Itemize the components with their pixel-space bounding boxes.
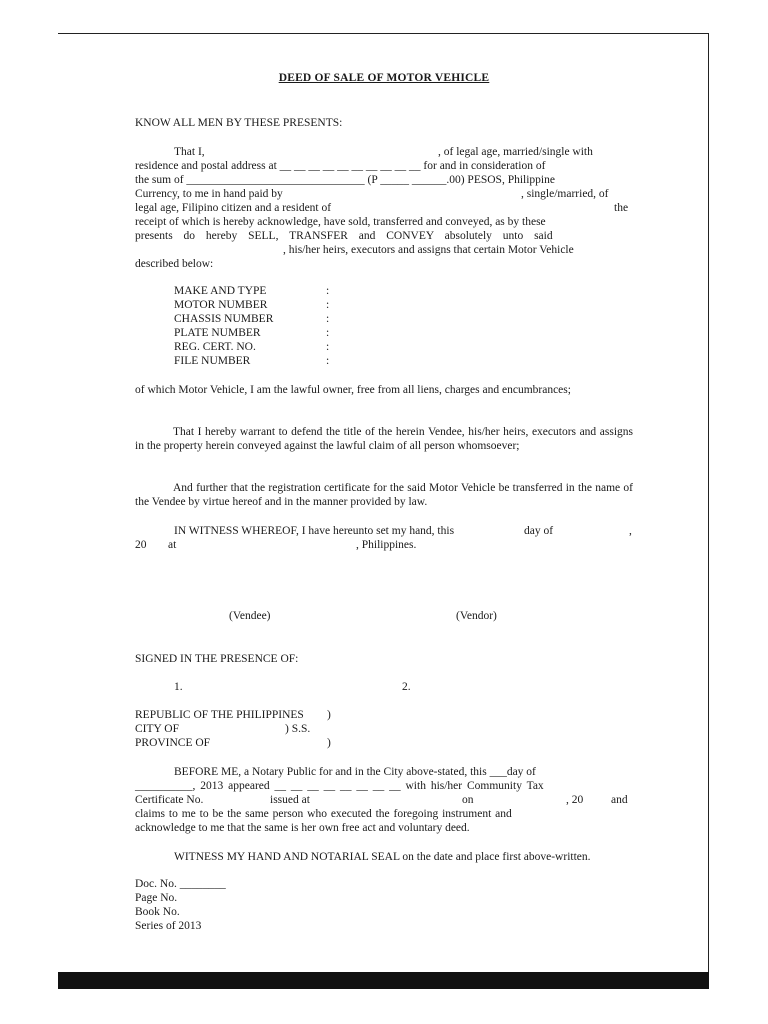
document-title: DEED OF SALE OF MOTOR VEHICLE [278, 72, 490, 84]
vendee-label: (Vendee) [229, 610, 271, 622]
field-label: MAKE AND TYPE [174, 285, 267, 297]
notary-and: and [611, 794, 628, 806]
field-separator: : [326, 285, 330, 297]
page-number: Page No. [135, 892, 178, 904]
p1-that-i: That I, [174, 146, 205, 158]
notary-ctc: Certificate No. [135, 794, 204, 806]
witness-at: at [168, 539, 177, 551]
witness-philippines: , Philippines. [356, 539, 417, 551]
venue-province: PROVINCE OF [135, 737, 211, 749]
p1-receipt: receipt of which is hereby acknowledge, have sold, transferred and conveyed, as by these [135, 216, 546, 228]
venue-ss: ) S.S. [285, 723, 311, 735]
venue-paren-1: ) [327, 709, 331, 721]
notary-claims: claims to me to be the same person who executed the foregoing instrument and [135, 808, 512, 820]
notarial-seal-text: WITNESS MY HAND AND NOTARIAL SEAL on the date and place first above-written. [174, 851, 591, 863]
vehicle-field-row [174, 326, 329, 340]
notary-appeared: __________, 2013 appeared __ __ __ __ __ __ __ __ with his/her Community Tax [135, 780, 544, 792]
book-number: Book No. [135, 906, 180, 918]
witness-whereof: IN WITNESS WHEREOF, I have hereunto set my hand, this [174, 525, 455, 537]
vendor-label: (Vendor) [456, 610, 497, 622]
venue-republic: REPUBLIC OF THE PHILIPPINES [135, 709, 304, 721]
notary-on: on [462, 794, 474, 806]
p1-currency: Currency, to me in hand paid by [135, 188, 283, 200]
notary-issued-at: issued at [270, 794, 310, 806]
p1-citizen: legal age, Filipino citizen and a resident of [135, 202, 332, 214]
field-separator: : [326, 313, 330, 325]
p1-residence: residence and postal address at __ __ __ __ __ __ __ __ __ __ for and in consideration of [135, 160, 546, 172]
field-separator: : [326, 327, 330, 339]
p1-legal-age: , of legal age, married/single with [438, 146, 593, 158]
venue-city: CITY OF [135, 723, 179, 735]
registration-paragraph: And further that the registration certificate for the said Motor Vehicle be transferred in the name of the Vendee by virtue hereof and in the manner provided by law. [135, 482, 633, 508]
p1-the: the [614, 202, 629, 214]
notary-acknowledge: acknowledge to me that the same is her own free act and voluntary deed. [135, 822, 470, 834]
field-label: MOTOR NUMBER [174, 299, 268, 311]
intro-text: KNOW ALL MEN BY THESE PRESENTS: [135, 117, 343, 129]
field-label: REG. CERT. NO. [174, 341, 256, 353]
vehicle-field-row [174, 312, 329, 326]
witness-number-1: 1. [174, 681, 183, 693]
field-separator: : [326, 341, 330, 353]
p1-presents: presents do hereby SELL, TRANSFER and CONVEY absolutely unto said [135, 230, 553, 242]
signed-presence: SIGNED IN THE PRESENCE OF: [135, 653, 299, 665]
doc-number: Doc. No. ________ [135, 878, 226, 890]
ownership-paragraph: of which Motor Vehicle, I am the lawful owner, free from all liens, charges and encumbrances; [135, 384, 571, 396]
vehicle-field-row [174, 284, 329, 298]
field-label: FILE NUMBER [174, 355, 251, 367]
field-separator: : [326, 355, 330, 367]
vehicle-field-row [174, 340, 329, 354]
witness-number-2: 2. [402, 681, 411, 693]
witness-day-of: day of [524, 525, 554, 537]
vehicle-field-row [174, 354, 329, 368]
witness-comma: , [629, 525, 632, 537]
field-label: PLATE NUMBER [174, 327, 261, 339]
warranty-paragraph: That I hereby warrant to defend the title of the herein Vendee, his/her heirs, executors and assigns in the property herein conveyed against the lawful claim of all person whomsoever; [135, 426, 633, 452]
notary-year: , 20 [566, 794, 584, 806]
vehicle-field-row [174, 298, 329, 312]
witness-year: 20 [135, 539, 147, 551]
notary-before-me: BEFORE ME, a Notary Public for and in the City above-stated, this ___day of [174, 766, 536, 778]
p1-sum: the sum of _______________________________ (P _____ ______.00) PESOS, Philippine [135, 174, 555, 186]
field-separator: : [326, 299, 330, 311]
p1-heirs: , his/her heirs, executors and assigns that certain Motor Vehicle [283, 244, 574, 256]
field-label: CHASSIS NUMBER [174, 313, 274, 325]
vehicle-fields-table [174, 284, 329, 368]
venue-paren-3: ) [327, 737, 331, 749]
p1-single-married: , single/married, of [521, 188, 609, 200]
bottom-bar [58, 972, 709, 989]
p1-described: described below: [135, 258, 214, 270]
series-number: Series of 2013 [135, 920, 202, 932]
